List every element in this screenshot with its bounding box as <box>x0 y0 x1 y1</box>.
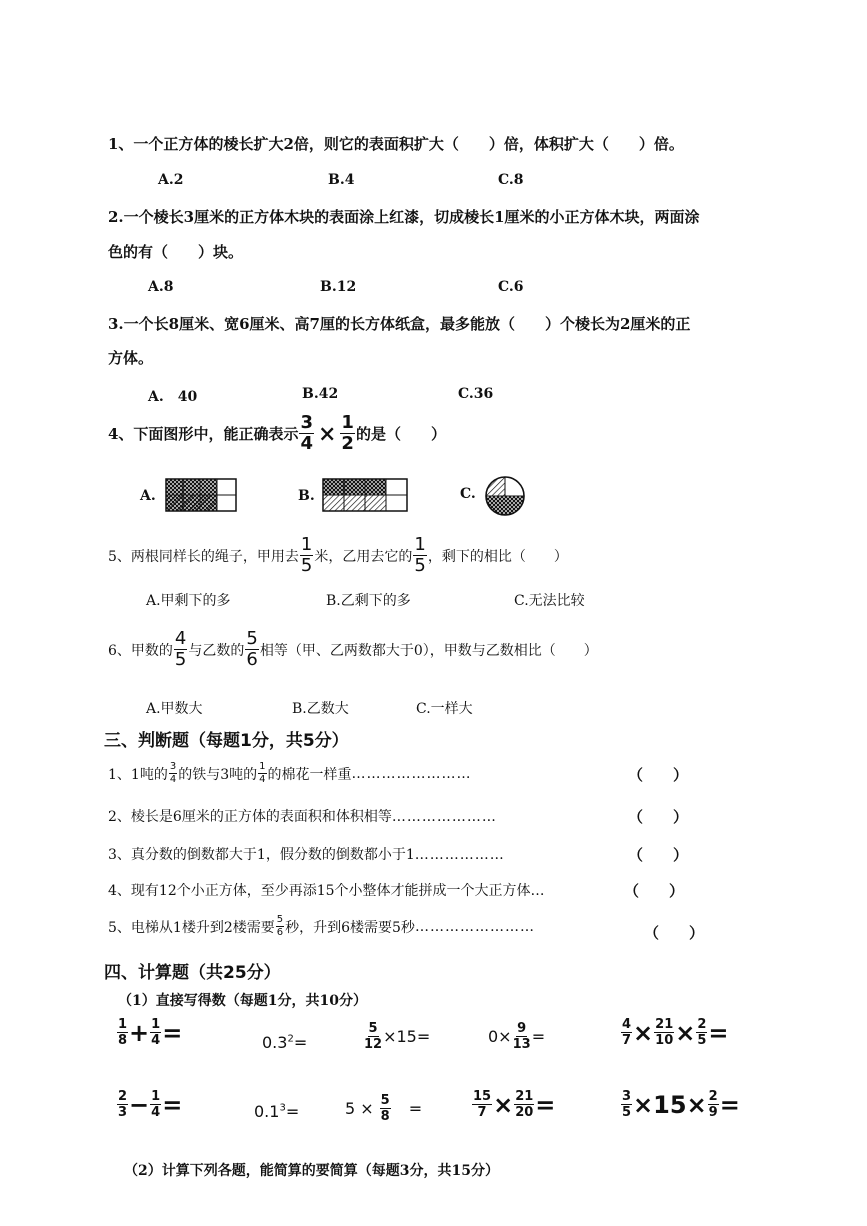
judge-4 <box>108 880 546 900</box>
calc-5-fraction-c: $\frac{2}{5}$ <box>697 1017 707 1048</box>
q4-prefix: 4、下面图形中，能正确表示 <box>108 425 299 443</box>
calc-10-fraction-b: $\frac{2}{9}$ <box>708 1089 718 1120</box>
q4-suffix: 的是（ ） <box>355 425 446 443</box>
q4-option-c-label: C. <box>460 486 476 502</box>
j1-fraction-1: $\frac{3}{4}$ <box>169 761 177 785</box>
q6-option-b: B.乙数大 <box>292 701 349 717</box>
calc-5-fraction-b: $\frac{21}{10}$ <box>655 1017 674 1048</box>
j5-answer-parentheses[interactable]: （ ） <box>644 924 705 942</box>
j2-text: 2、棱长是6厘米的正方体的表面积和体积相等 <box>108 809 392 825</box>
q6-option-c: C.一样大 <box>416 701 473 717</box>
j2-dots: ………………… <box>391 809 497 825</box>
calc-2: $0.3^2=$ <box>262 1033 308 1052</box>
j4-answer-parentheses[interactable]: （ ） <box>624 882 685 900</box>
j2-answer-parentheses[interactable]: （ ） <box>628 808 689 826</box>
j1-part-b: 的铁与3吨的 <box>178 766 258 783</box>
calc-5-eq: = <box>708 1018 729 1047</box>
calc-10-eq: = <box>719 1090 740 1119</box>
question-4 <box>108 414 446 453</box>
calc-6-fraction-b: $\frac{1}{4}$ <box>151 1089 161 1120</box>
section-4-sub-1: （1）直接写得数（每题1分，共10分） <box>118 993 367 1009</box>
calc-6-eq: = <box>162 1090 183 1119</box>
judge-1 <box>108 762 472 785</box>
j1-fraction-2: $\frac{1}{4}$ <box>259 761 266 785</box>
q5-option-c: C.无法比较 <box>514 593 585 609</box>
j1-part-c: 的棉花一样重 <box>267 766 352 783</box>
j3-answer-parentheses[interactable]: （ ） <box>628 846 689 864</box>
calc-1-eq: = <box>162 1018 183 1047</box>
q3-option-c: C.36 <box>458 386 494 402</box>
section-3-title: 三、判断题（每题1分，共5分） <box>104 731 349 751</box>
j5-part-b: 秒，升到6楼需要5秒 <box>285 919 415 936</box>
calc-10-op-1: × <box>633 1090 654 1119</box>
j1-answer-parentheses[interactable]: （ ） <box>628 766 689 784</box>
q4-figure-c <box>484 475 526 517</box>
calc-1-fraction-b: $\frac{1}{4}$ <box>151 1017 161 1048</box>
calc-4-fraction: $\frac{9}{13}$ <box>512 1021 531 1052</box>
j4-dots: … <box>530 883 546 899</box>
q5-mid: 米，乙用去它的 <box>314 548 413 565</box>
j4-text: 4、现有12个小正方体，至少再添15个小整体才能拼成一个大正方体 <box>108 883 531 899</box>
calc-9-fraction-b: $\frac{21}{20}$ <box>515 1089 534 1120</box>
calc-8-pre: 5 × <box>345 1099 374 1118</box>
calc-4 <box>488 1022 545 1051</box>
q4-figure-b <box>322 478 408 512</box>
question-2-line-2: 色的有（ ）块。 <box>108 243 244 261</box>
question-3-line-2: 方体。 <box>108 349 154 367</box>
j5-part-a: 5、电梯从1楼升到2楼需要 <box>108 919 275 936</box>
q5-fraction-2: $\frac{1}{5}$ <box>414 534 426 576</box>
section-4-sub-2: （2）计算下列各题，能简算的要简算（每题3分，共15分） <box>124 1163 499 1179</box>
question-3-line-1: 3.一个长8厘米、宽6厘米、高7厘的长方体纸盒，最多能放（ ）个棱长为2厘米的正 <box>108 315 691 333</box>
calc-9-fraction-a: $\frac{15}{7}$ <box>473 1089 492 1120</box>
judge-5 <box>108 915 535 938</box>
q4-times-sign: × <box>317 420 337 447</box>
calc-8 <box>345 1094 422 1123</box>
calc-9-eq: = <box>535 1090 556 1119</box>
j3-text: 3、真分数的倒数都大于1，假分数的倒数都小于1 <box>108 847 415 863</box>
j5-fraction: $\frac{5}{6}$ <box>276 914 284 938</box>
q3-option-a: A. 40 <box>148 389 198 405</box>
calc-9 <box>471 1090 555 1119</box>
calc-5-op-1: × <box>633 1018 654 1047</box>
section-4-title: 四、计算题（共25分） <box>104 963 281 983</box>
judge-2 <box>108 806 497 826</box>
calc-3-fraction: $\frac{5}{12}$ <box>364 1021 383 1052</box>
q2-option-b: B.12 <box>320 279 357 295</box>
q1-option-b: B.4 <box>328 172 355 188</box>
q6-fraction-1: $\frac{4}{5}$ <box>174 628 187 670</box>
calc-6-op: − <box>129 1090 150 1119</box>
calc-7: $0.1^3=$ <box>254 1102 300 1121</box>
calc-1-op: + <box>129 1018 150 1047</box>
q6-prefix: 6、甲数的 <box>108 642 173 659</box>
question-2-line-1: 2.一个棱长3厘米的正方体木块的表面涂上红漆，切成棱长1厘米的小正方体木块，两面涂 <box>108 208 700 226</box>
q3-option-b: B.42 <box>302 386 339 402</box>
q5-option-b: B.乙剩下的多 <box>326 593 411 609</box>
q5-fraction-1: $\frac{1}{5}$ <box>300 534 313 576</box>
q4-fraction-1: $\frac{3}{4}$ <box>300 412 313 454</box>
calc-3 <box>363 1022 430 1051</box>
q5-suffix: ，剩下的相比（ ） <box>427 548 568 565</box>
calc-1 <box>116 1018 182 1047</box>
calc-4-eq: = <box>531 1027 546 1046</box>
q4-fraction-2: $\frac{1}{2}$ <box>341 412 354 454</box>
q4-figure-a <box>165 478 237 512</box>
q5-option-a: A.甲剩下的多 <box>146 593 231 609</box>
q6-option-a: A.甲数大 <box>146 701 203 717</box>
q2-option-a: A.8 <box>148 279 174 295</box>
question-5 <box>108 536 568 575</box>
q2-option-c: C.6 <box>498 279 524 295</box>
j3-dots: ……………… <box>414 847 505 863</box>
calc-10-mid: 15 <box>653 1090 687 1119</box>
q6-fraction-2: $\frac{5}{6}$ <box>246 628 258 670</box>
j1-part-a: 1、1吨的 <box>108 766 168 783</box>
q1-option-c: C.8 <box>498 172 524 188</box>
calc-9-op: × <box>493 1090 514 1119</box>
calc-6 <box>116 1090 182 1119</box>
calc-10-fraction-a: $\frac{3}{5}$ <box>622 1089 632 1120</box>
calc-10-op-2: × <box>686 1090 707 1119</box>
question-1: 1、一个正方体的棱长扩大2倍，则它的表面积扩大（ ）倍，体积扩大（ ）倍。 <box>108 135 684 153</box>
q6-mid: 与乙数的 <box>188 642 245 659</box>
calc-5-fraction-a: $\frac{4}{7}$ <box>622 1017 632 1048</box>
calc-5-op-2: × <box>675 1018 696 1047</box>
calc-5 <box>620 1018 729 1047</box>
q6-suffix: 相等（甲、乙两数都大于0），甲数与乙数相比（ ） <box>259 642 598 659</box>
q4-option-a-label: A. <box>140 488 156 504</box>
calc-8-eq: = <box>408 1099 423 1118</box>
q4-option-b-label: B. <box>298 488 315 504</box>
calc-8-fraction: $\frac{5}{8}$ <box>380 1093 390 1124</box>
judge-3 <box>108 844 505 864</box>
calc-10 <box>620 1090 740 1119</box>
calc-3-op: ×15= <box>383 1027 431 1046</box>
q1-option-a: A.2 <box>158 172 184 188</box>
j1-dots: …………………… <box>351 765 472 782</box>
question-6 <box>108 630 598 669</box>
calc-4-pre: 0× <box>488 1027 512 1046</box>
calc-6-fraction-a: $\frac{2}{3}$ <box>118 1089 128 1120</box>
calc-1-fraction-a: $\frac{1}{8}$ <box>118 1017 128 1048</box>
j5-dots: …………………… <box>414 918 535 935</box>
q5-prefix: 5、两根同样长的绳子，甲用去 <box>108 548 299 565</box>
